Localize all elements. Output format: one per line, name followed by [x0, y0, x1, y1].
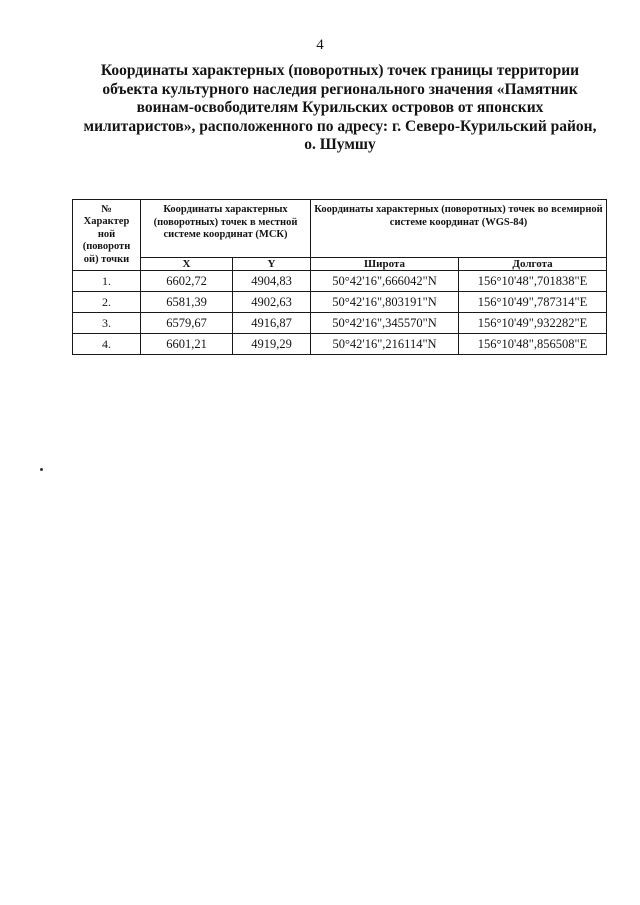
header-wgs84-coordinates: Координаты характерных (поворотных) точек во всемирной системе координат (WGS-84)	[311, 200, 607, 258]
cell-y: 4904,83	[233, 271, 311, 292]
cell-latitude: 50°42'16",216114"N	[311, 334, 459, 355]
header-point-number-line: №	[101, 203, 112, 215]
cell-x: 6602,72	[141, 271, 233, 292]
document-title	[80, 62, 600, 155]
cell-longitude: 156°10'49",787314"E	[459, 292, 607, 313]
cell-point-number: 4.	[73, 334, 141, 355]
cell-longitude: 156°10'48",701838"E	[459, 271, 607, 292]
header-y: Y	[233, 258, 311, 271]
header-point-number-line: (поворотн	[82, 241, 131, 253]
title-line-2: объекта культурного наследия регионального значения «Памятник	[102, 80, 578, 98]
table-row	[73, 271, 607, 292]
header-point-number-line: ой) точки	[83, 253, 130, 265]
scan-speck	[40, 468, 43, 471]
cell-point-number: 1.	[73, 271, 141, 292]
table-row	[73, 313, 607, 334]
cell-longitude: 156°10'49",932282"E	[459, 313, 607, 334]
cell-point-number: 3.	[73, 313, 141, 334]
cell-x: 6581,39	[141, 292, 233, 313]
cell-x: 6601,21	[141, 334, 233, 355]
title-line-1: Координаты характерных (поворотных) точек границы территории	[100, 62, 580, 79]
cell-x: 6579,67	[141, 313, 233, 334]
title-line-5: о. Шумшу	[304, 136, 376, 153]
table-header-row	[73, 200, 607, 258]
cell-y: 4902,63	[233, 292, 311, 313]
cell-latitude: 50°42'16",345570"N	[311, 313, 459, 334]
header-msk-coordinates: Координаты характерных (поворотных) точек в местной системе координат (МСК)	[141, 200, 311, 258]
header-point-number-line: ной	[97, 228, 116, 240]
coordinates-table	[72, 199, 607, 355]
cell-y: 4919,29	[233, 334, 311, 355]
header-x: X	[141, 258, 233, 271]
cell-latitude: 50°42'16",803191"N	[311, 292, 459, 313]
table-row	[73, 334, 607, 355]
title-line-3: воинам-освободителям Курильских островов от японских	[136, 99, 544, 116]
header-point-number-line: Характер	[83, 216, 130, 228]
cell-point-number: 2.	[73, 292, 141, 313]
cell-longitude: 156°10'48",856508"E	[459, 334, 607, 355]
title-line-4: милитаристов», расположенного по адресу: г. Северо-Курильский район,	[83, 117, 597, 135]
header-latitude: Широта	[311, 258, 459, 271]
table-row	[73, 292, 607, 313]
header-longitude: Долгота	[459, 258, 607, 271]
cell-latitude: 50°42'16",666042"N	[311, 271, 459, 292]
page-number: 4	[316, 37, 324, 53]
cell-y: 4916,87	[233, 313, 311, 334]
table-subheader-row	[73, 258, 607, 271]
header-point-number	[73, 200, 141, 271]
